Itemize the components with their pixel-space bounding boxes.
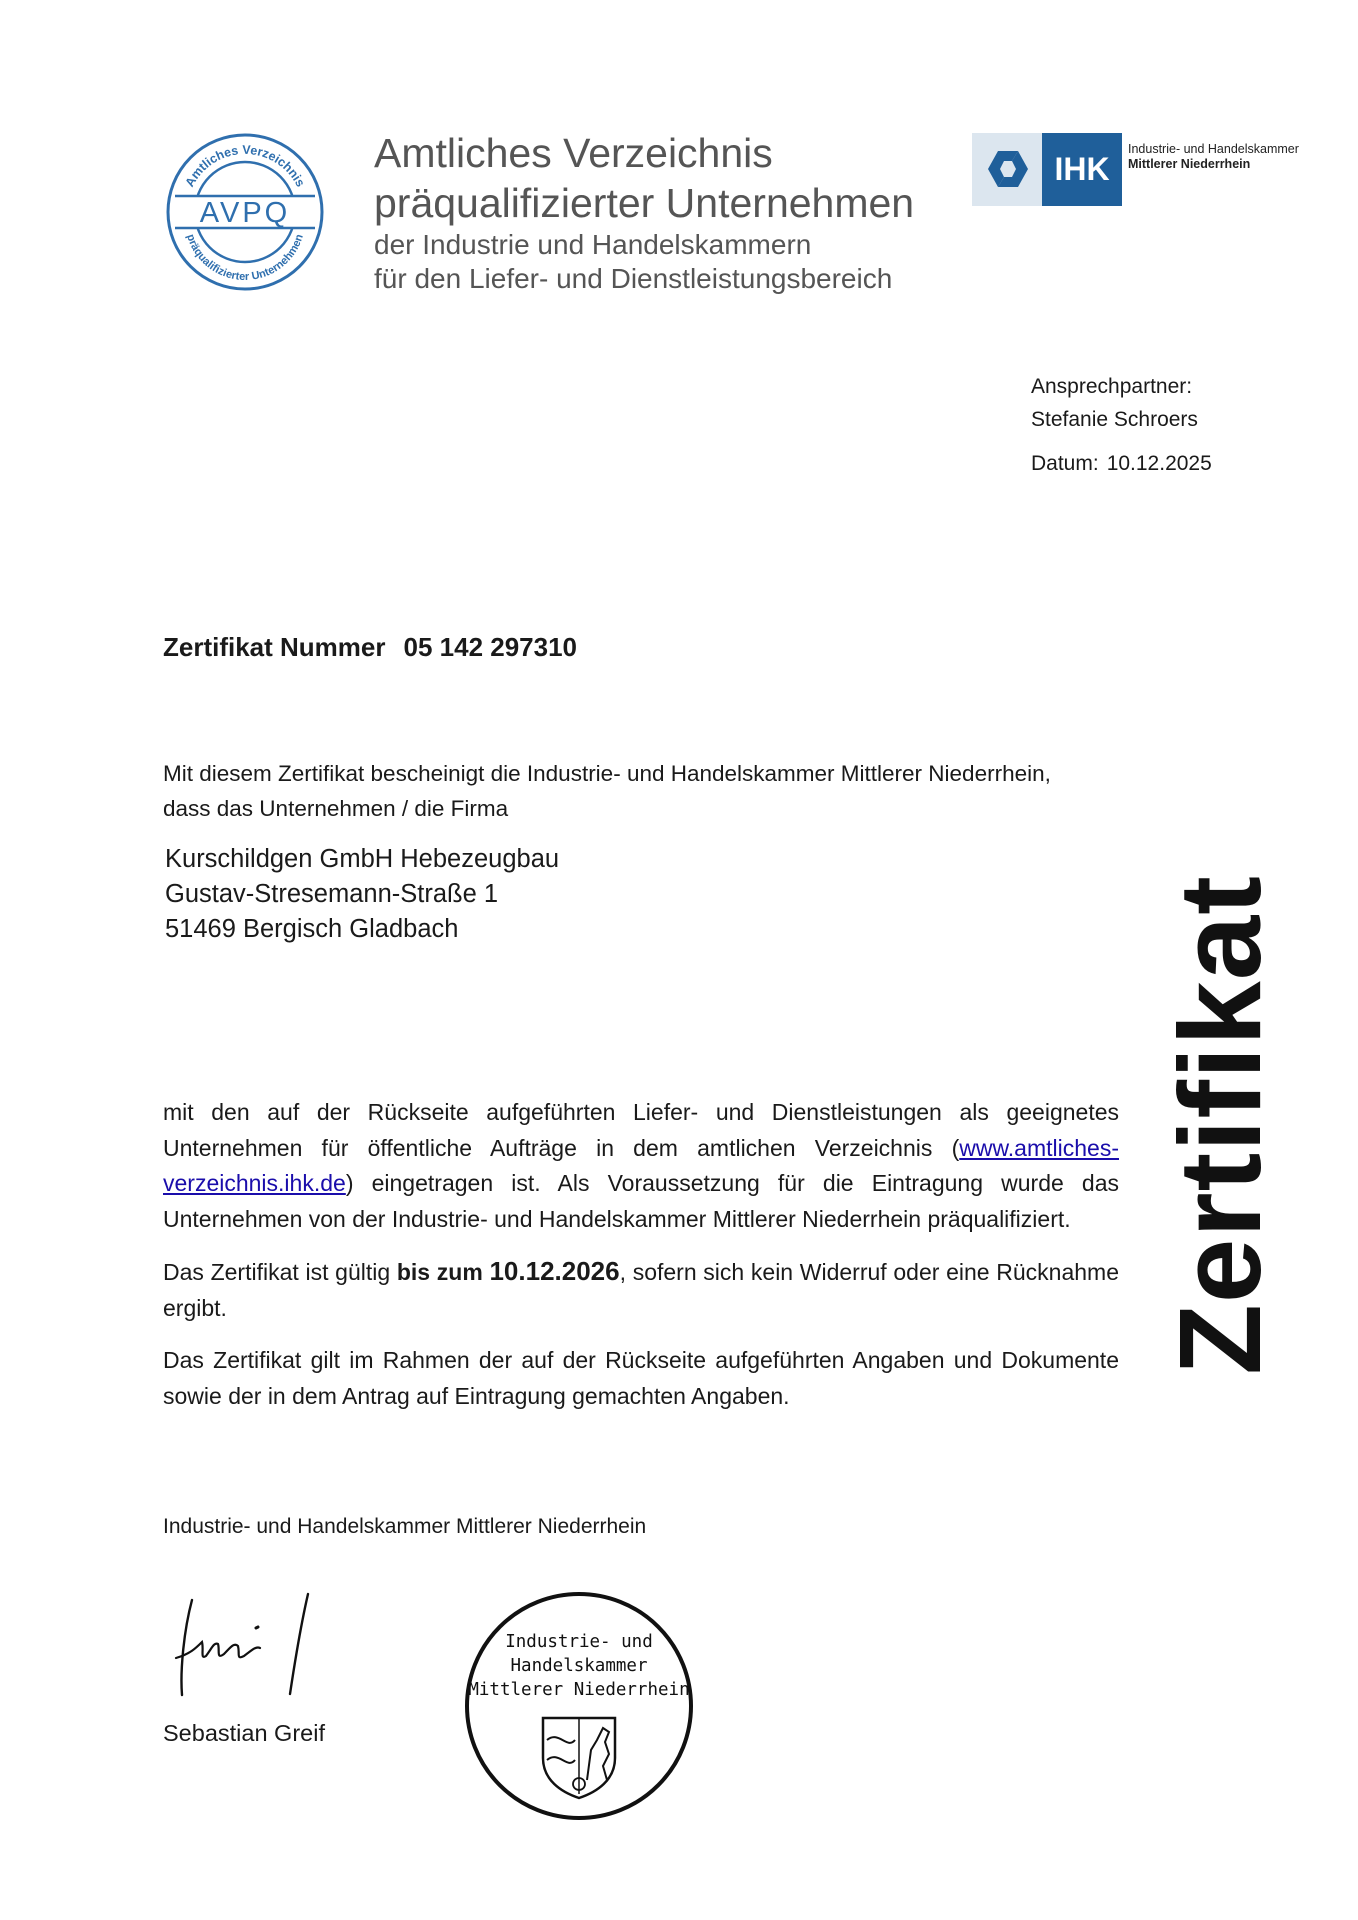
coat-of-arms-icon bbox=[543, 1718, 615, 1798]
certificate-number-value: 05 142 297310 bbox=[403, 632, 578, 662]
body-p2-text-b: , sofern sich kein Widerruf oder eine Rücknahme ergibt. bbox=[163, 1259, 1119, 1321]
validity-date: 10.12.2026 bbox=[489, 1256, 620, 1286]
ihk-logo-text bbox=[1128, 142, 1299, 172]
contact-block bbox=[1031, 370, 1198, 436]
intro-paragraph: Mit diesem Zertifikat bescheinigt die Industrie- und Handelskammer Mittlerer Niederrhein, dass das Unternehmen / die Firma bbox=[163, 761, 1051, 821]
vertical-title-text: Zertifikat bbox=[1155, 875, 1286, 1375]
seal-line3: Mittlerer Niederrhein bbox=[468, 1680, 690, 1700]
avpq-logo bbox=[165, 132, 325, 292]
company-city: 51469 Bergisch Gladbach bbox=[165, 915, 459, 943]
company-address bbox=[165, 842, 559, 947]
avpq-ring-top-text: Amtliches Verzeichnis bbox=[182, 142, 308, 190]
body-p1-text-a: mit den auf der Rückseite aufgeführten Liefer- und Dienstleistungen als geeignetes Unternehmen für öffentliche Aufträge in dem amtlichen Verzeichnis ( bbox=[163, 1099, 1119, 1161]
header-subtitle-line2: für den Liefer- und Dienstleistungsbereich bbox=[374, 263, 893, 294]
seal-line2: Handelskammer bbox=[510, 1656, 648, 1676]
body-paragraph-1 bbox=[163, 1095, 1119, 1237]
certificate-number-label: Zertifikat Nummer bbox=[163, 632, 386, 662]
header-title-block bbox=[374, 128, 914, 296]
body-p2-bold: bis zum bbox=[396, 1259, 483, 1285]
avpq-ring-bottom-text: präqualifizierter Unternehmen bbox=[184, 232, 306, 284]
issuer-line: Industrie- und Handelskammer Mittlerer Niederrhein bbox=[163, 1515, 647, 1538]
contact-name: Stefanie Schroers bbox=[1031, 408, 1198, 431]
official-seal bbox=[463, 1590, 695, 1822]
company-name: Kurschildgen GmbH Hebezeugbau bbox=[165, 845, 560, 873]
ihk-logo bbox=[972, 133, 1122, 206]
body-paragraph-3: Das Zertifikat gilt im Rahmen der auf der Rückseite aufgeführten Angaben und Dokumente sowie der in dem Antrag auf Eintragung gemachten Angaben. bbox=[163, 1347, 1119, 1409]
ihk-badge-text: IHK bbox=[1054, 151, 1110, 187]
header-title-line1: Amtliches Verzeichnis bbox=[374, 130, 773, 176]
company-street: Gustav-Stresemann-Straße 1 bbox=[165, 880, 499, 908]
avpq-center-text: AVPQ bbox=[199, 197, 291, 229]
body-p1-text-b: ) eingetragen ist. Als Voraussetzung für die Eintragung wurde das Unternehmen von der Industrie- und Handelskammer Mittlerer Niederrhein präqualifiziert. bbox=[163, 1170, 1119, 1232]
body-p2-text-a: Das Zertifikat ist gültig bbox=[163, 1259, 397, 1285]
ihk-logo-line1: Industrie- und Handelskammer bbox=[1128, 142, 1299, 156]
header-subtitle-line1: der Industrie und Handelskammern bbox=[374, 229, 812, 260]
certificate-body bbox=[163, 1095, 1119, 1431]
contact-label: Ansprechpartner: bbox=[1031, 375, 1193, 398]
ihk-logo-line2: Mittlerer Niederrhein bbox=[1128, 157, 1251, 171]
verzeichnis-link[interactable]: www.amtliches-verzeichnis.ihk.de bbox=[163, 1134, 1119, 1196]
date-label: Datum: bbox=[1031, 452, 1099, 475]
certificate-number bbox=[163, 632, 577, 663]
handwritten-signature bbox=[170, 1590, 330, 1710]
body-paragraph-2 bbox=[163, 1254, 1119, 1326]
date-value: 10.12.2025 bbox=[1106, 452, 1212, 475]
seal-text bbox=[463, 1630, 695, 1702]
date-row bbox=[1031, 452, 1212, 476]
signer-name: Sebastian Greif bbox=[163, 1720, 325, 1746]
vertical-title bbox=[1115, 875, 1325, 1375]
seal-line1: Industrie- und bbox=[505, 1632, 653, 1652]
header-title-line2: präqualifizierter Unternehmen bbox=[374, 180, 915, 226]
